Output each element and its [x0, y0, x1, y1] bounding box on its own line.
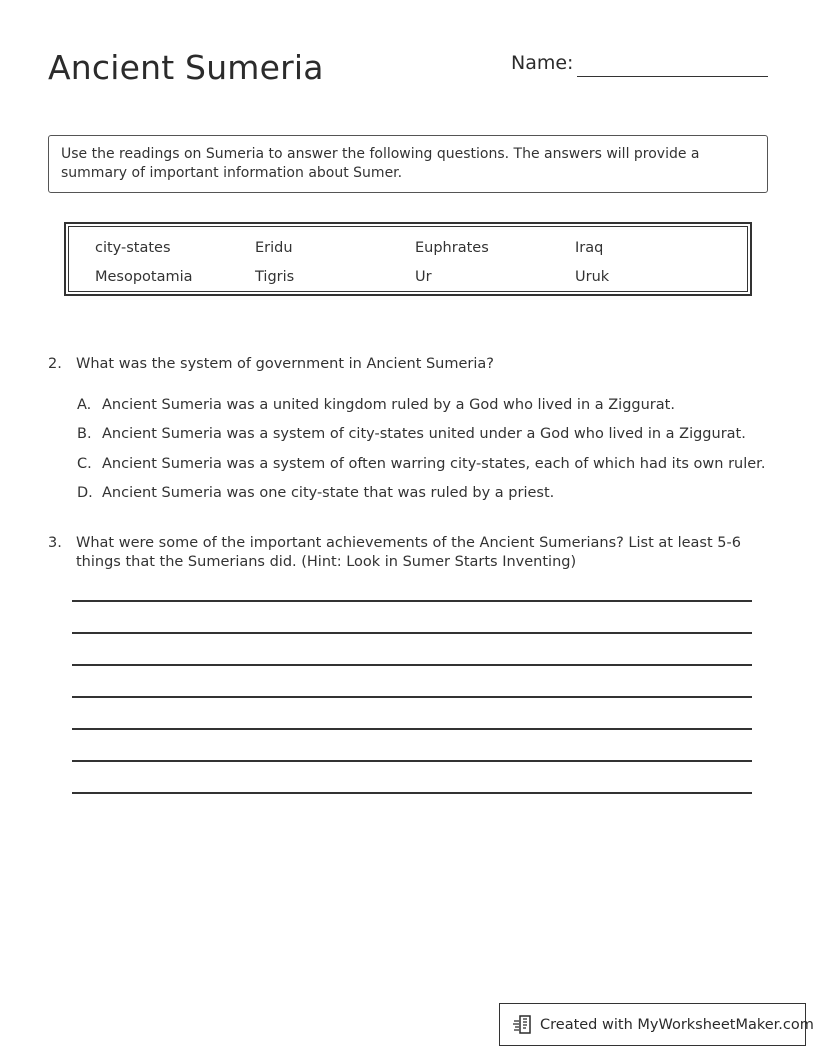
word-bank-item: Eridu — [255, 240, 293, 256]
word-bank-item: Ur — [415, 269, 432, 285]
answer-line[interactable] — [72, 696, 752, 698]
answer-line[interactable] — [72, 760, 752, 762]
question-2 — [48, 355, 768, 375]
page-title: Ancient Sumeria — [48, 48, 324, 87]
option-letter: A. — [77, 397, 92, 413]
answer-line[interactable] — [72, 632, 752, 634]
option-text: Ancient Sumeria was one city-state that was ruled by a priest. — [102, 485, 555, 501]
question-text: What were some of the important achievements of the Ancient Sumerians? List at least 5-6 things that the Sumerians did. (Hint: Look in Sumer Starts Inventing) — [76, 535, 741, 570]
footer-text: Created with MyWorksheetMaker.com — [540, 1016, 814, 1033]
word-bank-item: city-states — [95, 240, 171, 256]
answer-option-b[interactable] — [77, 425, 757, 445]
answer-line[interactable] — [72, 792, 752, 794]
question-text: What was the system of government in Ancient Sumeria? — [76, 356, 494, 372]
answer-option-c[interactable] — [77, 455, 766, 475]
word-bank-item: Tigris — [255, 269, 295, 285]
question-number: 2. — [48, 356, 62, 372]
word-bank-item: Mesopotamia — [95, 269, 193, 285]
option-letter: D. — [77, 485, 93, 501]
name-field[interactable] — [577, 76, 768, 77]
word-bank-item: Euphrates — [415, 240, 489, 256]
question-number: 3. — [48, 535, 62, 551]
option-text: Ancient Sumeria was a system of often warring city-states, each of which had its own ruler. — [102, 456, 766, 472]
word-bank-item: Iraq — [575, 240, 604, 256]
option-text: Ancient Sumeria was a system of city-states united under a God who lived in a Ziggurat. — [102, 426, 746, 442]
word-bank — [64, 222, 752, 296]
answer-line[interactable] — [72, 600, 752, 602]
answer-option-a[interactable] — [77, 396, 757, 416]
instructions-box — [48, 135, 768, 193]
option-letter: B. — [77, 426, 92, 442]
word-bank-item: Uruk — [575, 269, 610, 285]
instructions-text: Use the readings on Sumeria to answer the following questions. The answers will provide a summary of important information about Sumer. — [61, 146, 700, 181]
answer-option-d[interactable] — [77, 484, 757, 504]
footer-credit[interactable] — [499, 1003, 814, 1046]
word-bank-grid — [68, 226, 748, 292]
option-text: Ancient Sumeria was a united kingdom ruled by a God who lived in a Ziggurat. — [102, 397, 675, 413]
answer-line[interactable] — [72, 664, 752, 666]
name-label: Name: — [511, 52, 574, 74]
option-letter: C. — [77, 456, 92, 472]
question-3 — [48, 534, 768, 574]
answer-line[interactable] — [72, 728, 752, 730]
worksheet-maker-logo-icon — [512, 1014, 534, 1036]
